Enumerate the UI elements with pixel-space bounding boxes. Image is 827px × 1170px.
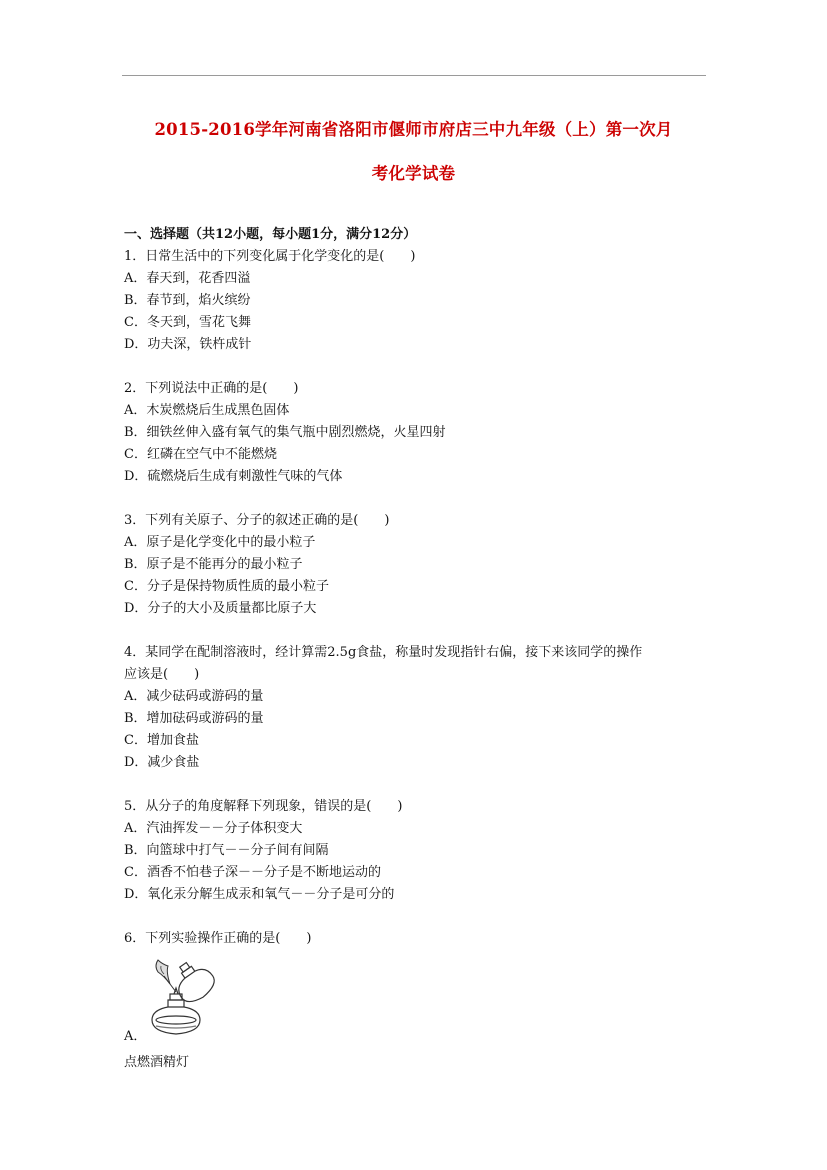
option-a-caption: 点燃酒精灯 — [124, 1055, 190, 1070]
option-c: C．红磷在空气中不能燃烧 — [124, 447, 277, 462]
page-title-line-1: 2015-2016学年河南省洛阳市偃师市府店三中九年级（上）第一次月 — [154, 120, 673, 139]
option-a-label: A． — [124, 1029, 147, 1044]
question-4 — [124, 642, 710, 774]
section-heading: 一、选择题（共12小题，每小题1分，满分12分） — [124, 227, 417, 242]
question-1 — [124, 246, 710, 356]
option-b: B．春节到，焰火缤纷 — [124, 293, 251, 308]
question-stem: 5．从分子的角度解释下列现象，错误的是( ) — [124, 799, 403, 814]
option-d: D．减少食盐 — [124, 755, 200, 770]
question-stem: 2．下列说法中正确的是( ) — [124, 381, 299, 396]
question-2 — [124, 378, 710, 488]
option-b: B．细铁丝伸入盛有氧气的集气瓶中剧烈燃烧，火星四射 — [124, 425, 446, 440]
question-5 — [124, 796, 710, 906]
option-d: D．硫燃烧后生成有刺激性气味的气体 — [124, 469, 343, 484]
header-rule — [122, 75, 706, 76]
option-c: C．冬天到，雪花飞舞 — [124, 315, 251, 330]
option-b: B．向篮球中打气－－分子间有间隔 — [124, 843, 329, 858]
question-stem-continued: 应该是( ) — [124, 667, 200, 682]
option-d: D．氧化汞分解生成汞和氧气－－分子是可分的 — [124, 887, 395, 902]
option-d: D．功夫深，铁杵成针 — [124, 337, 252, 352]
option-c: C．增加食盐 — [124, 733, 199, 748]
option-a-figure — [124, 954, 710, 1046]
question-stem: 6．下列实验操作正确的是( ) — [124, 931, 312, 946]
option-c: C．酒香不怕巷子深－－分子是不断地运动的 — [124, 865, 381, 880]
option-b: B．原子是不能再分的最小粒子 — [124, 557, 303, 572]
question-stem: 4．某同学在配制溶液时，经计算需2.5g食盐，称量时发现指针右偏，接下来该同学的操作 — [124, 645, 643, 660]
question-3 — [124, 510, 710, 620]
option-b: B．增加砝码或游码的量 — [124, 711, 264, 726]
option-c: C．分子是保持物质性质的最小粒子 — [124, 579, 329, 594]
page-title-line-2: 考化学试卷 — [371, 164, 456, 183]
question-stem: 3．下列有关原子、分子的叙述正确的是( ) — [124, 513, 390, 528]
option-a: A．木炭燃烧后生成黑色固体 — [124, 403, 290, 418]
question-6 — [124, 928, 710, 1074]
question-stem: 1．日常生活中的下列变化属于化学变化的是( ) — [124, 249, 416, 264]
option-a: A．汽油挥发－－分子体积变大 — [124, 821, 303, 836]
option-a: A．春天到，花香四溢 — [124, 271, 251, 286]
option-a: A．减少砝码或游码的量 — [124, 689, 264, 704]
exam-content — [124, 224, 710, 1074]
option-a: A．原子是化学变化中的最小粒子 — [124, 535, 316, 550]
option-d: D．分子的大小及质量都比原子大 — [124, 601, 317, 616]
alcohol-lamp-lighting-icon — [146, 954, 226, 1042]
